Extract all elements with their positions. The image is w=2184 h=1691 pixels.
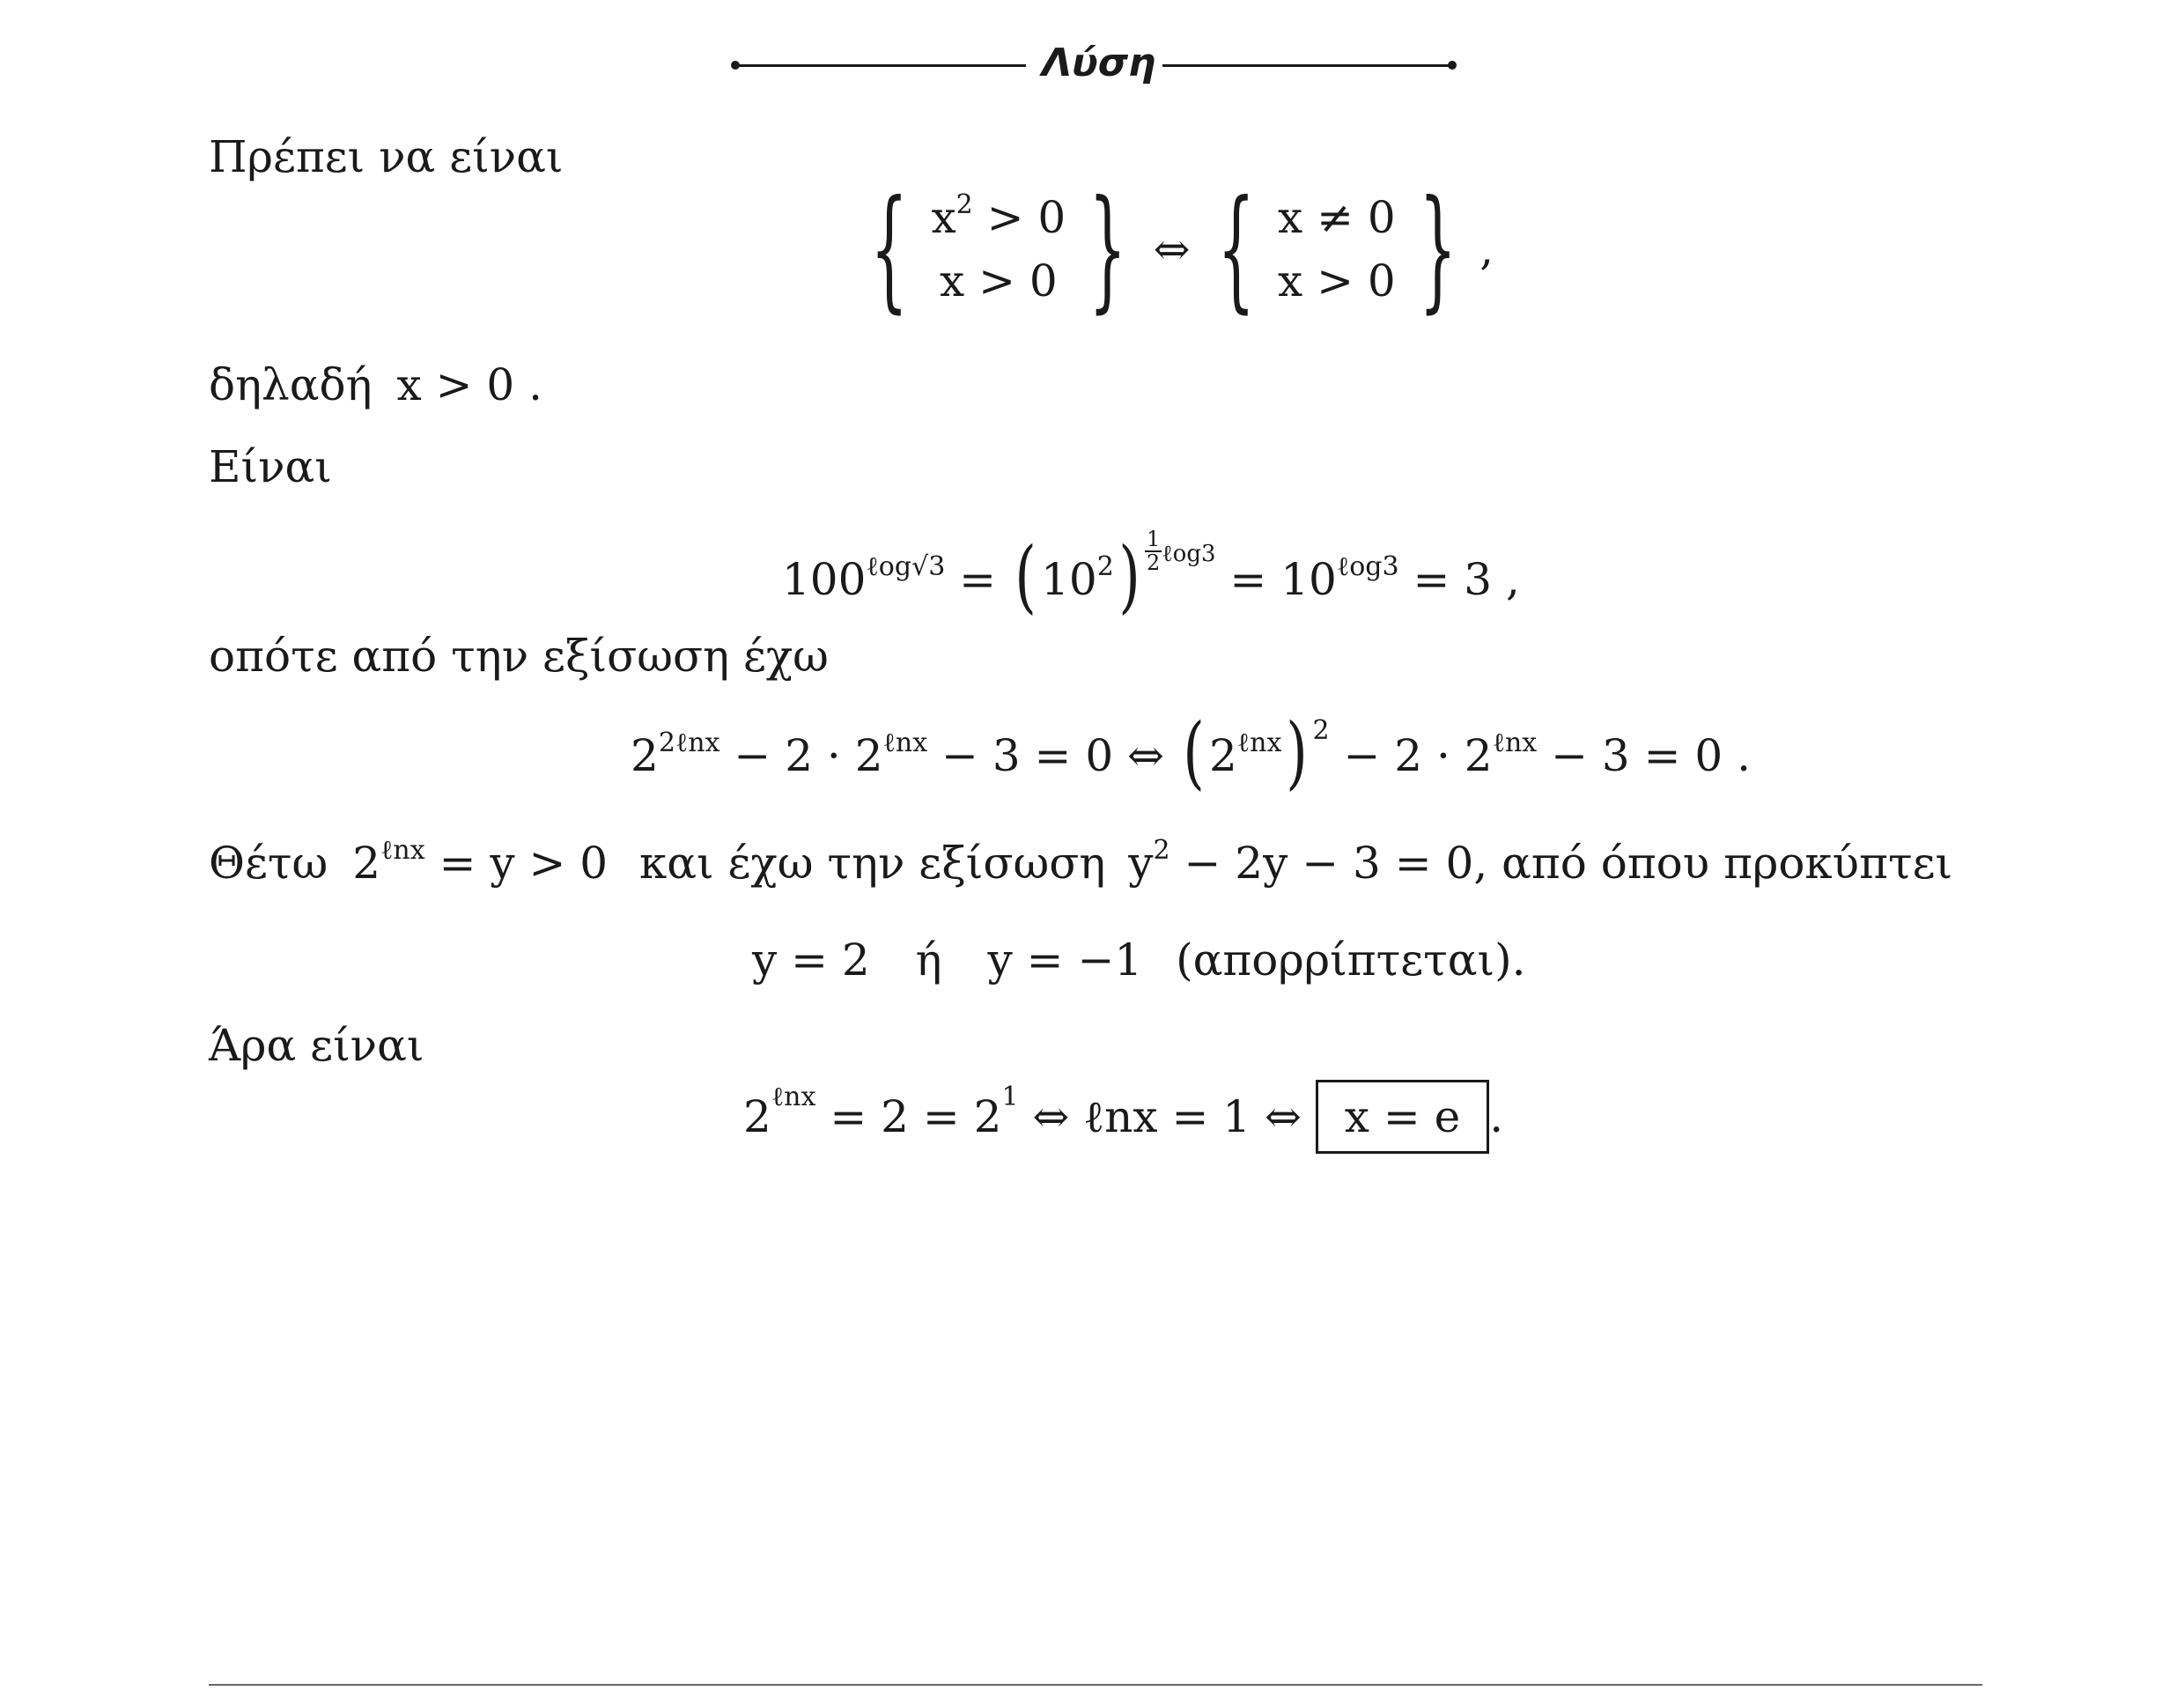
right-paren: ) <box>1286 706 1309 799</box>
paragraph-2-math: x > 0 . <box>396 359 542 410</box>
system-left-bottom: x > 0 <box>939 255 1058 306</box>
fraction-one-half: $\frac{1}{2}$ <box>1146 526 1161 575</box>
equation-6: 2 ℓnx = 2 = 2 1 ⇔ ℓnx = 1 ⇔ x = e . <box>743 1080 1503 1154</box>
system-right-top: x ≠ 0 <box>1278 192 1396 243</box>
equation-5: y = 2 ή y = −1 (απορρίπτεται). <box>752 934 1526 986</box>
header-title: Λύση <box>1042 41 1156 85</box>
left-paren: ( <box>1183 706 1205 799</box>
paragraph-2-prefix: δηλαδή <box>209 359 373 410</box>
system-right <box>1278 192 1396 306</box>
right-paren: ) <box>1118 530 1140 623</box>
equation-2: $100^{\ell og√3}$ = ( $10^2$) $\frac{1}{2}$ $^{\ell og3} = 10^{\ell og3} = 3$ , <box>782 526 1520 623</box>
paragraph-3: Είναι <box>209 441 332 492</box>
paragraph-6: Άρα είναι <box>209 1020 424 1071</box>
system-right-bottom: x > 0 <box>1278 255 1396 306</box>
left-paren: ( <box>1015 530 1037 623</box>
left-brace-close: } <box>1088 173 1127 326</box>
system-trail: , <box>1479 224 1494 275</box>
right-brace-open: { <box>1216 173 1255 326</box>
header-right-rule <box>1162 64 1453 67</box>
header-right-dot <box>1448 61 1457 70</box>
left-brace-open: { <box>870 173 909 326</box>
header-left-rule <box>735 64 1026 67</box>
eq2-a-exp: ℓog√3 <box>866 551 946 582</box>
right-brace-close: } <box>1418 173 1457 326</box>
paragraph-1: Πρέπει να είναι <box>209 131 564 182</box>
footer-rule <box>209 1684 1982 1686</box>
equation-3: $2^{2\ell nx} - 2 \cdot 2^{\ell nx} - 3 = 0$ ⇔ ( $2^{\ell nx}$) $^2 - 2 \cdot 2^{\ell nx} - 3 = 0$ . <box>631 706 1751 799</box>
paragraph-2 <box>209 359 542 410</box>
paragraph-4: οπότε από την εξίσωση έχω <box>209 631 829 682</box>
final-answer-box: x = e <box>1316 1080 1489 1154</box>
system-left-top: $x^2 > 0$ <box>931 189 1066 243</box>
paragraph-5: Θέτω $2^{\ell nx} = y > 0$ και έχω την εξίσωση $y^2 - 2y - 3 = 0$, από όπου προκύπτει <box>209 835 1953 889</box>
equation-system <box>847 173 1494 326</box>
iff-symbol: ⇔ <box>1153 224 1191 275</box>
system-left <box>931 189 1066 306</box>
